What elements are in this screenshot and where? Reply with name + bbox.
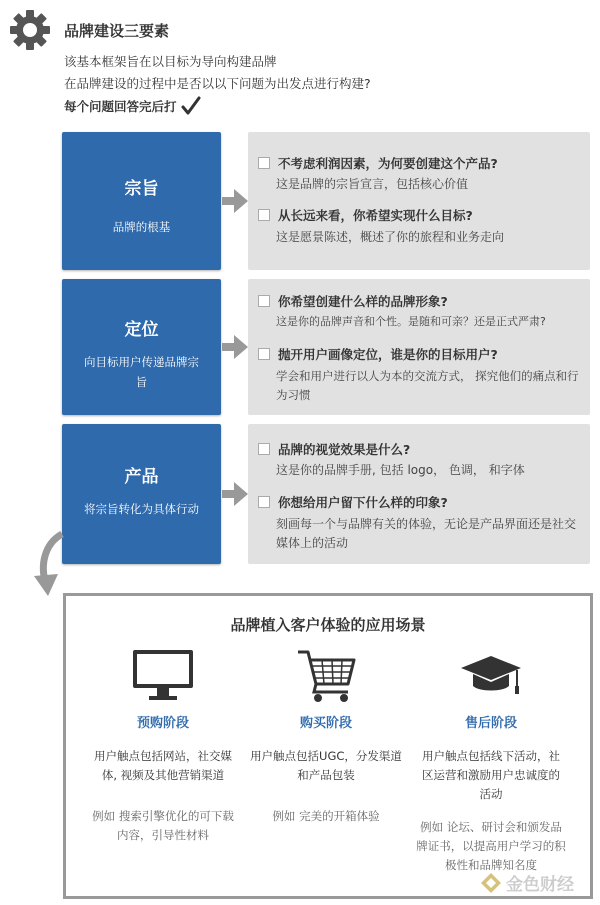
- stage-pre-purchase: [83, 648, 243, 845]
- stage-example: 例如 完美的开箱体验: [272, 809, 380, 823]
- arrow-right-icon: [222, 482, 248, 506]
- arrow-right-icon: [222, 189, 248, 213]
- intro-line-2: 在品牌建设的过程中是否以以下问题为出发点进行构建?: [64, 76, 371, 91]
- question-1: [258, 154, 498, 172]
- checkbox[interactable]: [258, 157, 270, 169]
- checkbox[interactable]: [258, 348, 270, 360]
- stage-description: 用户触点包括网站，社交媒体, 视频及其他营销渠道: [94, 749, 232, 782]
- question-1: [258, 292, 448, 310]
- question-text: 从长远来看，你希望实现什么目标?: [278, 208, 473, 223]
- question-2: [258, 493, 448, 511]
- question-panel-purpose: [248, 132, 590, 270]
- answer-1: 这是品牌的宗旨宣言，包括核心价值: [276, 177, 469, 191]
- answer-2: 这是愿景陈述，概述了你的旅程和业务走向: [276, 230, 505, 244]
- stage-description: 用户触点包括UGC，分发渠道和产品包装: [250, 749, 402, 782]
- stage-label: 预购阶段: [136, 716, 189, 731]
- answer-2: 学会和用户进行以人为本的交流方式， 探究他们的痛点和行为习惯: [276, 369, 579, 402]
- intro-line-3: [64, 96, 201, 116]
- answer-2: 刻画每一个与品牌有关的体验，无论是产品界面还是社交媒体上的活动: [276, 517, 577, 550]
- question-2: [258, 345, 498, 363]
- stage-label: 购买阶段: [299, 716, 352, 731]
- stage-post-purchase: [411, 648, 571, 875]
- page-title: 品牌建设三要素: [64, 22, 170, 40]
- answer-1: 这是你的品牌手册, 包括 logo， 色调， 和字体: [276, 463, 525, 477]
- curved-arrow-icon: [28, 530, 78, 600]
- question-text: 你希望创建什么样的品牌形象?: [278, 294, 448, 309]
- monitor-icon: [131, 648, 195, 704]
- watermark-logo-icon: [480, 872, 502, 894]
- scenario-frame: [63, 593, 593, 899]
- intro-line-3-text: 每个问题回答完后打: [64, 99, 177, 114]
- shopping-cart-icon: [294, 648, 358, 704]
- element-subtitle: 品牌的根基: [112, 220, 171, 234]
- stage-description: 用户触点包括线下活动，社区运营和激励用户忠诚度的活动: [422, 749, 560, 801]
- stage-purchase: [246, 648, 406, 826]
- watermark-text: 金色财经: [506, 875, 574, 895]
- question-text: 不考虑利润因素，为何要创建这个产品?: [278, 156, 498, 171]
- checkbox[interactable]: [258, 295, 270, 307]
- question-text: 你想给用户留下什么样的印象?: [278, 495, 448, 510]
- checkbox[interactable]: [258, 209, 270, 221]
- question-panel-positioning: [248, 279, 590, 415]
- stage-example: 例如 搜索引擎优化的可下载内容，引导性材料: [92, 809, 234, 842]
- question-panel-product: [248, 424, 590, 564]
- element-subtitle: 将宗旨转化为具体行动: [84, 502, 199, 516]
- element-box-product: [62, 424, 221, 564]
- graduation-cap-icon: [459, 648, 523, 704]
- question-2: [258, 206, 473, 224]
- stage-label: 售后阶段: [464, 716, 517, 731]
- intro-line-1: 该基本框架旨在以目标为导向构建品牌: [64, 54, 277, 69]
- answer-1: 这是你的品牌声音和个性。是随和可亲？还是正式严肃?: [276, 315, 546, 328]
- question-text: 品牌的视觉效果是什么?: [278, 442, 411, 457]
- stage-example: 例如 论坛、研讨会和颁发品牌证书，以提高用户学习的积极性和品牌知名度: [416, 820, 566, 872]
- checkbox[interactable]: [258, 496, 270, 508]
- checkbox[interactable]: [258, 443, 270, 455]
- element-box-purpose: [62, 132, 221, 270]
- gear-icon: [8, 8, 52, 52]
- element-subtitle: 向目标用户传递品牌宗旨: [84, 355, 199, 389]
- watermark: [480, 870, 574, 895]
- checkmark-icon: [181, 96, 201, 116]
- element-name: 定位: [124, 320, 159, 340]
- element-name: 产品: [124, 467, 159, 487]
- element-box-positioning: [62, 279, 221, 415]
- element-name: 宗旨: [124, 179, 159, 199]
- question-text: 抛开用户画像定位，谁是你的目标用户?: [278, 347, 498, 362]
- arrow-right-icon: [222, 335, 248, 359]
- scenario-title: 品牌植入客户体验的应用场景: [230, 616, 426, 634]
- question-1: [258, 440, 410, 458]
